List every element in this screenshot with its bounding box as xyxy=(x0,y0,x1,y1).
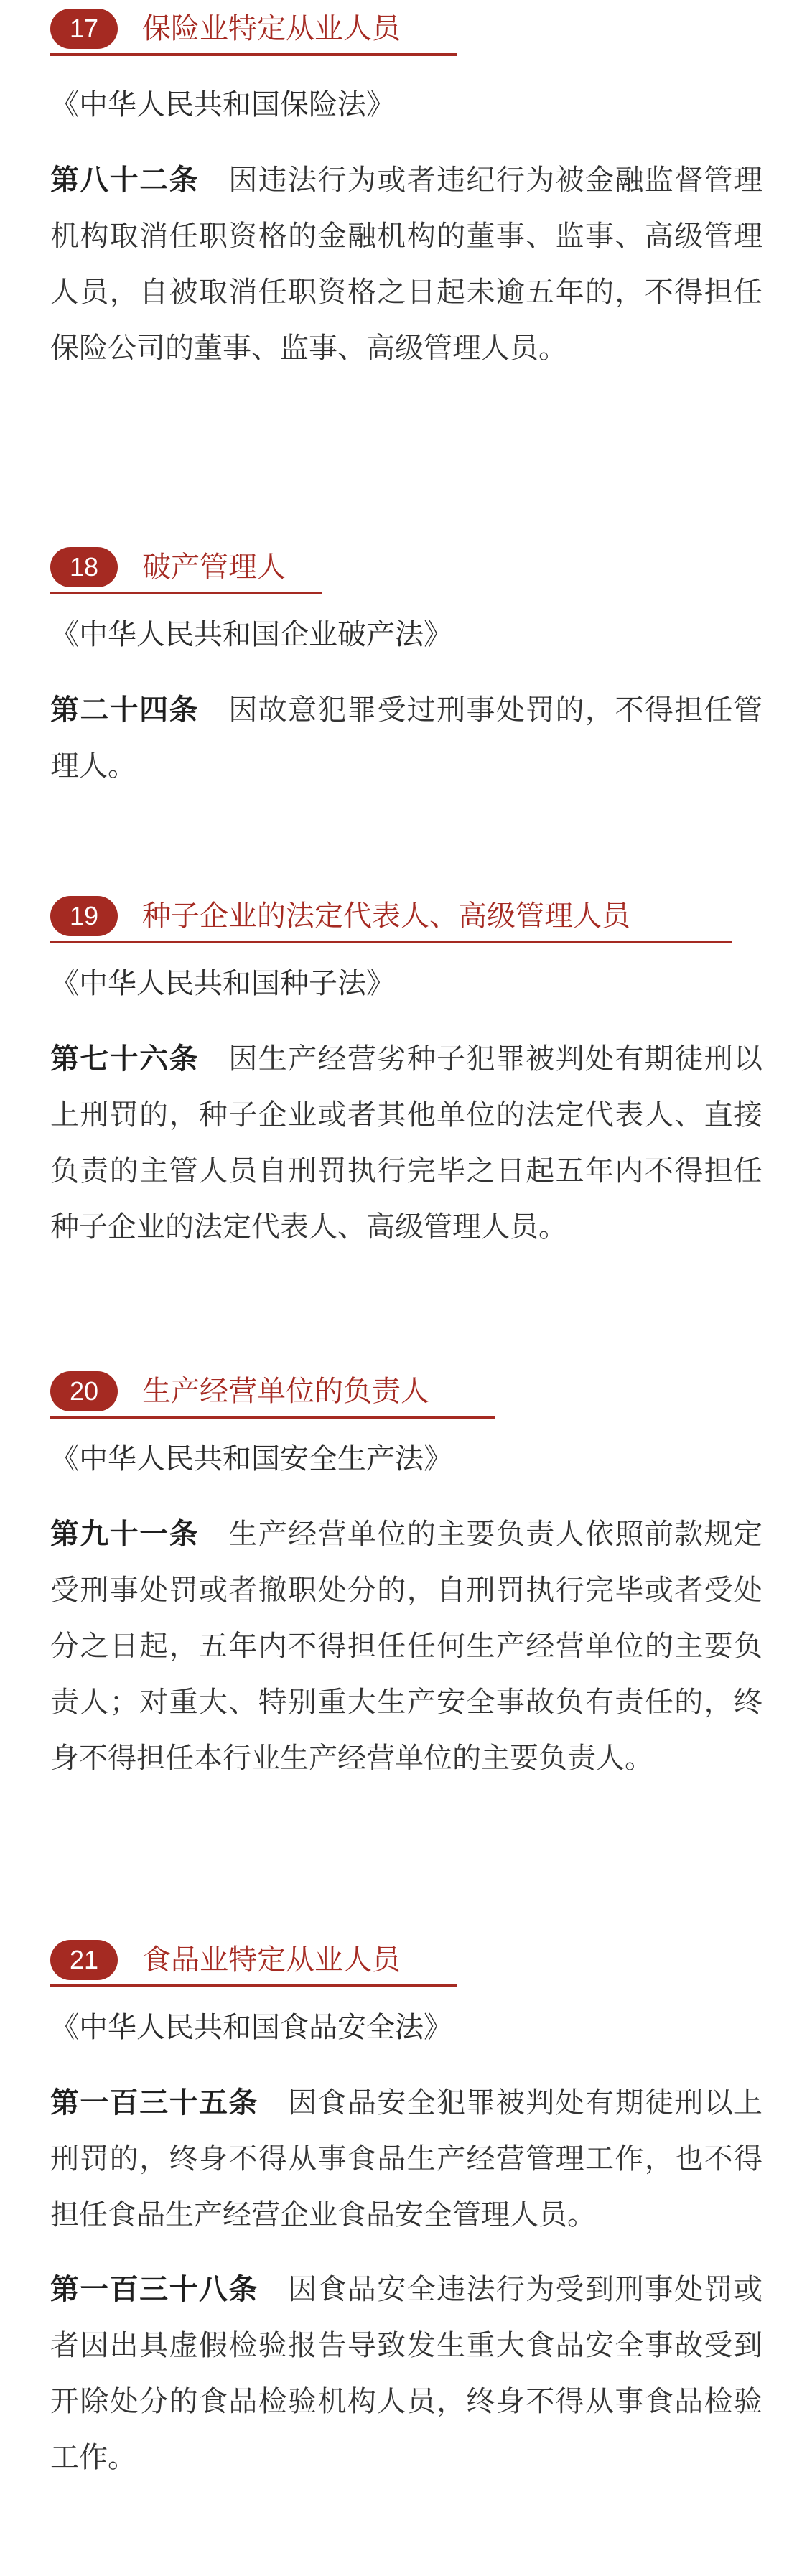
article-paragraph xyxy=(50,1506,762,1786)
article-paragraph xyxy=(50,2075,762,2243)
section-title: 生产经营单位的负责人 xyxy=(142,1375,429,1408)
article-text: 生产经营单位的主要负责人依照前款规定受刑事处罚或者撤职处分的，自刑罚执行完毕或者受处分之日起，五年内不得担任任何生产经营单位的主要负责人；对重大、特别重大生产安全事故负有责任的，终身不得担任本行业生产经营单位的主要负责人。 xyxy=(50,1518,763,1775)
section-heading xyxy=(50,1363,762,1419)
section-number-badge: 20 xyxy=(50,1371,118,1411)
article-paragraph xyxy=(50,152,762,376)
article-paragraph xyxy=(50,1031,762,1255)
section-number-badge: 21 xyxy=(50,1940,118,1980)
section-title: 食品业特定从业人员 xyxy=(142,1943,401,1977)
heading-underline xyxy=(50,53,457,56)
law-title: 《中华人民共和国保险法》 xyxy=(50,88,395,121)
section-19 xyxy=(50,887,762,1255)
heading-underline xyxy=(50,1416,495,1419)
section-20 xyxy=(50,1363,762,1786)
section-title: 保险业特定从业人员 xyxy=(142,12,401,45)
section-heading xyxy=(50,0,762,56)
article-text: 因故意犯罪受过刑事处罚的，不得担任管理人。 xyxy=(50,694,763,783)
article-text: 因违法行为或者违纪行为被金融监督管理机构取消任职资格的金融机构的董事、监事、高级管理人员，自被取消任职资格之日起未逾五年的，不得担任保险公司的董事、监事、高级管理人员。 xyxy=(50,164,763,365)
heading-underline xyxy=(50,1984,457,1987)
law-title: 《中华人民共和国安全生产法》 xyxy=(50,1442,452,1475)
law-title: 《中华人民共和国种子法》 xyxy=(50,967,395,1000)
article-text: 因生产经营劣种子犯罪被判处有期徒刑以上刑罚的，种子企业或者其他单位的法定代表人、直接负责的主管人员自刑罚执行完毕之日起五年内不得担任种子企业的法定代表人、高级管理人员。 xyxy=(50,1042,763,1243)
law-title: 《中华人民共和国企业破产法》 xyxy=(50,618,452,651)
section-title: 破产管理人 xyxy=(142,551,286,584)
section-number-badge: 17 xyxy=(50,9,118,49)
article-number: 第二十四条 xyxy=(50,694,199,727)
section-number-badge: 19 xyxy=(50,896,118,936)
heading-underline xyxy=(50,592,322,594)
article-paragraph xyxy=(50,682,762,794)
article-number: 第七十六条 xyxy=(50,1042,199,1075)
section-21 xyxy=(50,1931,762,2486)
section-number-badge: 18 xyxy=(50,547,118,587)
article-number: 第一百三十八条 xyxy=(50,2273,258,2306)
heading-underline xyxy=(50,941,732,943)
section-heading xyxy=(50,538,762,594)
article-text: 因食品安全犯罪被判处有期徒刑以上刑罚的，终身不得从事食品生产经营管理工作，也不得担任食品生产经营企业食品安全管理人员。 xyxy=(50,2086,763,2231)
article-number: 第八十二条 xyxy=(50,164,199,197)
section-18 xyxy=(50,538,762,794)
article-number: 第九十一条 xyxy=(50,1518,199,1551)
article-text: 因食品安全违法行为受到刑事处罚或者因出具虚假检验报告导致发生重大食品安全事故受到开除处分的食品检验机构人员，终身不得从事食品检验工作。 xyxy=(50,2273,763,2474)
section-heading xyxy=(50,1931,762,1987)
law-title: 《中华人民共和国食品安全法》 xyxy=(50,2011,452,2044)
article-paragraph xyxy=(50,2262,762,2486)
section-heading xyxy=(50,887,762,943)
article-number: 第一百三十五条 xyxy=(50,2086,258,2119)
section-title: 种子企业的法定代表人、高级管理人员 xyxy=(142,900,630,933)
section-17 xyxy=(50,0,762,376)
